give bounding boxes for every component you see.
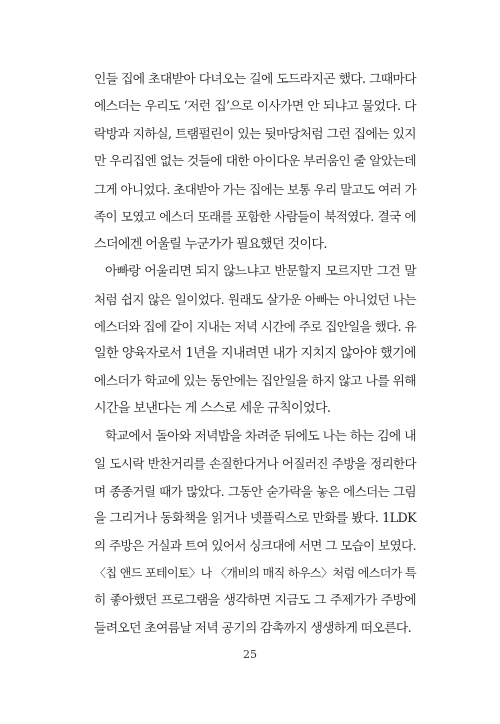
text-line: 에스더가 학교에 있는 동안에는 집안일을 하지 않고 나를 위해 bbox=[94, 373, 416, 389]
text-line: 시간을 보낸다는 게 스스로 세운 규칙이었다. bbox=[94, 401, 331, 417]
text-line: 처럼 쉽지 않은 일이었다. 원래도 살가운 아빠는 아니었던 나는 bbox=[94, 291, 416, 307]
text-line: 인들 집에 초대받아 다녀오는 길에 도드라지곤 했다. 그때마다 bbox=[94, 72, 416, 87]
text-line: 그게 아니었다. 초대받아 가는 집에는 보통 우리 말고도 여러 가 bbox=[94, 181, 416, 197]
text-line: 스더에겐 어울릴 누군가가 필요했던 것이다. bbox=[94, 236, 327, 252]
text-line: 의 주방은 거실과 트여 있어서 싱크대에 서면 그 모습이 보였다. bbox=[94, 538, 416, 554]
body-text bbox=[94, 66, 416, 642]
text-line: 〈칩 앤드 포테이토〉나 〈개비의 매직 하우스〉처럼 에스더가 특 bbox=[94, 565, 416, 580]
text-line: 히 좋아했던 프로그램을 생각하면 지금도 그 주제가가 주방에 bbox=[94, 593, 416, 609]
text-line: 족이 모였고 에스더 또래를 포함한 사람들이 북적였다. 결국 에 bbox=[94, 209, 416, 225]
text-line: 만 우리집엔 없는 것들에 대한 아이다운 부러움인 줄 알았는데 bbox=[94, 154, 416, 170]
text-line: 에스더는 우리도 ‘저런 집’으로 이사가면 안 되냐고 물었다. 다 bbox=[94, 99, 416, 115]
text-line: 학교에서 돌아와 저녁밥을 차려준 뒤에도 나는 하는 김에 내 bbox=[105, 428, 416, 444]
page-number: 25 bbox=[243, 648, 257, 661]
text-line: 며 종종거릴 때가 많았다. 그동안 숟가락을 놓은 에스더는 그림 bbox=[94, 483, 416, 499]
text-line: 에스더와 집에 같이 지내는 저녁 시간에 주로 집안일을 했다. 유 bbox=[94, 318, 416, 334]
text-line: 을 그리거나 동화책을 읽거나 넷플릭스로 만화를 봤다. 1LDK bbox=[94, 511, 416, 526]
text-line: 락방과 지하실, 트램펄린이 있는 뒷마당처럼 그런 집에는 있지 bbox=[94, 126, 416, 142]
text-line: 들려오던 초여름날 저녁 공기의 감촉까지 생생하게 떠오른다. bbox=[94, 620, 412, 636]
text-line: 일 도시락 반찬거리를 손질한다거나 어질러진 주방을 정리한다 bbox=[94, 456, 416, 472]
text-line: 일한 양육자로서 1년을 지내려면 내가 지치지 않아야 했기에 bbox=[94, 346, 416, 362]
text-line: 아빠랑 어울리면 되지 않느냐고 반문할지 모르지만 그건 말 bbox=[105, 264, 416, 280]
